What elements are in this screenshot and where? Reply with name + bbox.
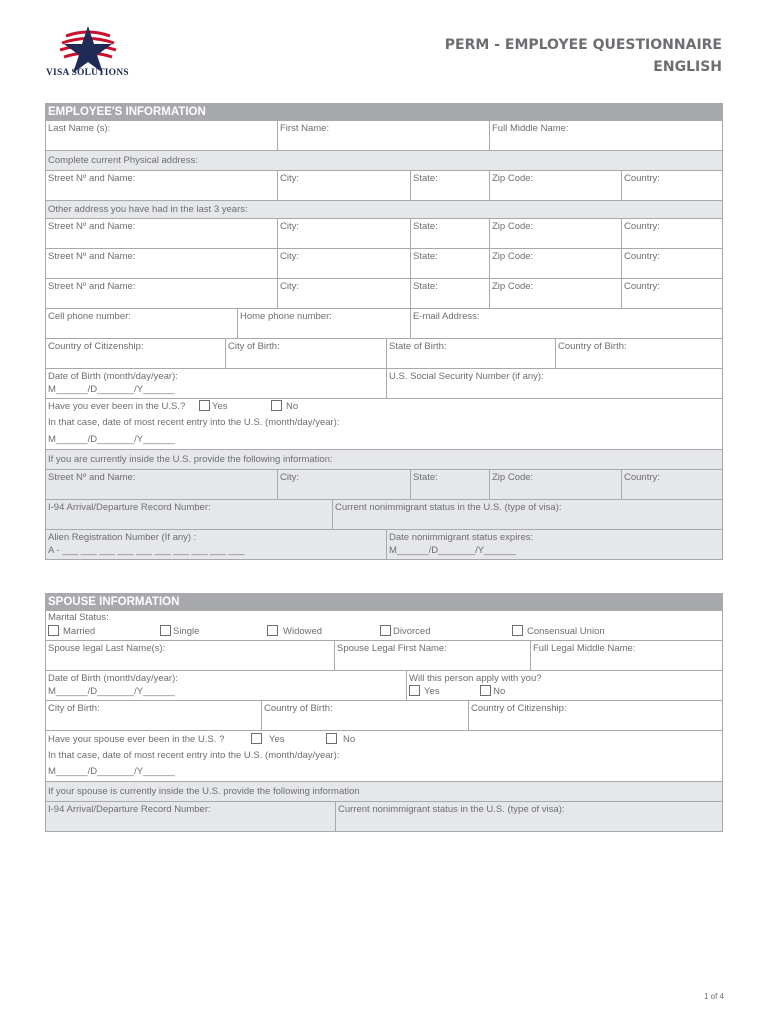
checkbox-icon[interactable] (512, 625, 523, 636)
country-field[interactable]: Country: (621, 470, 722, 499)
phone-row (45, 309, 723, 339)
checkbox-icon[interactable] (326, 733, 337, 744)
current-address-row (45, 171, 723, 201)
will-apply-yes-option[interactable] (409, 686, 440, 697)
country-field[interactable]: Country: (621, 219, 722, 248)
country-of-birth-field[interactable]: Country of Birth: (555, 339, 722, 368)
been-in-us-no-option[interactable] (271, 400, 298, 413)
entry-date-blank[interactable]: M______/D_______/Y______ (48, 434, 175, 445)
inside-us-label-row (45, 450, 723, 470)
divorced-option[interactable] (380, 625, 431, 638)
will-apply-options (409, 685, 720, 698)
alien-registration-label: Alien Registration Number (If any) : (48, 532, 197, 543)
email-field[interactable]: E-mail Address: (410, 309, 722, 338)
dob-ssn-row (45, 369, 723, 399)
other-address-label-row (45, 201, 723, 219)
checkbox-icon[interactable] (271, 400, 282, 411)
checkbox-icon[interactable] (267, 625, 278, 636)
logo-text: VISA SOLUTIONS (46, 68, 129, 78)
other-address-label: Other address you have had in the last 3 years: (48, 204, 248, 215)
spouse-nonimmigrant-status-field[interactable]: Current nonimmigrant status in the U.S. (type of visa): (335, 802, 722, 831)
checkbox-icon[interactable] (409, 685, 420, 696)
married-label: Married (63, 626, 96, 637)
first-name-field[interactable]: First Name: (277, 121, 489, 150)
zip-field[interactable]: Zip Code: (489, 219, 621, 248)
no-label: No (286, 401, 299, 412)
zip-field[interactable]: Zip Code: (489, 171, 621, 200)
alien-registration-field[interactable] (46, 530, 386, 559)
title-line-1: PERM - EMPLOYEE QUESTIONNAIRE (444, 37, 722, 53)
alien-row (45, 530, 723, 560)
state-field[interactable]: State: (410, 171, 489, 200)
will-apply-field (406, 671, 722, 700)
marital-status-row (45, 611, 723, 641)
been-in-us-question: Have you ever been in the U.S.? (48, 401, 186, 412)
yes-label: Yes (424, 686, 440, 697)
no-label: No (343, 734, 356, 745)
yes-label: Yes (269, 734, 285, 745)
checkbox-icon[interactable] (480, 685, 491, 696)
will-apply-no-option[interactable] (480, 686, 505, 697)
street-field[interactable]: Street Nº and Name: (48, 173, 136, 184)
status-expires-field[interactable] (386, 530, 722, 559)
consensual-union-label: Consensual Union (527, 626, 605, 637)
single-label: Single (173, 626, 200, 637)
home-phone-field[interactable]: Home phone number: (237, 309, 410, 338)
middle-name-field[interactable]: Full Middle Name: (489, 121, 722, 150)
spouse-dob-blank: M______/D_______/Y______ (48, 686, 175, 697)
entry-date-label: In that case, date of most recent entry into the U.S. (month/day/year): (48, 417, 340, 428)
spouse-inside-us-label-row (45, 782, 723, 802)
other-address-row-3 (45, 279, 723, 309)
spouse-dob-row (45, 671, 723, 701)
other-address-row-2 (45, 249, 723, 279)
employee-information-section (45, 103, 723, 560)
spouse-birth-row (45, 701, 723, 731)
state-field[interactable]: State: (410, 249, 489, 278)
title-line-2: ENGLISH (653, 59, 722, 75)
spouse-middle-name-field[interactable]: Full Legal Middle Name: (530, 641, 722, 670)
city-field[interactable]: City: (277, 279, 410, 308)
city-field[interactable]: City: (277, 171, 410, 200)
spouse-city-of-birth-field[interactable]: City of Birth: (48, 703, 100, 714)
spouse-name-row (45, 641, 723, 671)
spouse-entry-date-label: In that case, date of most recent entry into the U.S. (month/day/year): (48, 750, 340, 761)
married-option[interactable] (48, 625, 95, 638)
spouse-section-heading: SPOUSE INFORMATION (45, 593, 723, 611)
dob-label: Date of Birth (month/day/year): (48, 371, 178, 382)
will-apply-label: Will this person apply with you? (409, 673, 542, 684)
spouse-been-in-us-question: Have your spouse ever been in the U.S. ? (48, 734, 225, 745)
name-row (45, 121, 723, 151)
spouse-been-in-us-yes-option[interactable] (251, 733, 285, 746)
employee-section-heading: EMPLOYEE'S INFORMATION (45, 103, 723, 121)
checkbox-icon[interactable] (48, 625, 59, 636)
spouse-dob-label: Date of Birth (month/day/year): (48, 673, 178, 684)
spouse-i94-field[interactable]: I-94 Arrival/Departure Record Number: (48, 804, 211, 815)
document-title (445, 34, 722, 78)
current-address-label-row (45, 151, 723, 171)
alien-registration-blank: A - ___ ___ ___ ___ ___ ___ ___ ___ ___ ___ (48, 545, 245, 556)
zip-field[interactable]: Zip Code: (489, 279, 621, 308)
spouse-country-of-birth-field[interactable]: Country of Birth: (261, 701, 468, 730)
street-field[interactable]: Street Nº and Name: (48, 472, 136, 483)
zip-field[interactable]: Zip Code: (489, 249, 621, 278)
page-number: 1 of 4 (703, 992, 724, 1001)
i94-row (45, 500, 723, 530)
birth-row (45, 339, 723, 369)
widowed-label: Widowed (283, 626, 323, 637)
cell-phone-field[interactable]: Cell phone number: (48, 311, 131, 322)
us-entry-row (45, 399, 723, 450)
been-in-us-yes-option[interactable] (199, 400, 228, 413)
city-field[interactable]: City: (277, 219, 410, 248)
status-expires-label: Date nonimmigrant status expires: (389, 532, 534, 543)
country-field[interactable]: Country: (621, 171, 722, 200)
divorced-label: Divorced (393, 626, 431, 637)
spouse-entry-date-blank[interactable]: M______/D_______/Y______ (48, 766, 175, 777)
inside-us-address-row (45, 470, 723, 500)
marital-status-label: Marital Status: (48, 612, 109, 623)
street-field[interactable]: Street Nº and Name: (48, 221, 136, 232)
street-field[interactable]: Street Nº and Name: (48, 281, 136, 292)
spouse-first-name-field[interactable]: Spouse Legal First Name: (334, 641, 530, 670)
dob-field[interactable] (46, 369, 386, 398)
consensual-union-option[interactable] (512, 625, 605, 638)
inside-us-label: If you are currently inside the U.S. provide the following information: (48, 454, 333, 465)
last-name-field[interactable]: Last Name (s): (48, 123, 111, 134)
state-field[interactable]: State: (410, 470, 489, 499)
street-field[interactable]: Street Nº and Name: (48, 251, 136, 262)
status-expires-blank: M______/D_______/Y______ (389, 545, 516, 556)
spouse-been-in-us-no-option[interactable] (326, 733, 355, 746)
spouse-last-name-field[interactable]: Spouse legal Last Name(s): (48, 643, 166, 654)
city-field[interactable]: City: (277, 249, 410, 278)
country-field[interactable]: Country: (621, 249, 722, 278)
no-label: No (493, 686, 506, 697)
spouse-i94-row (45, 802, 723, 832)
city-of-birth-field[interactable]: City of Birth: (225, 339, 386, 368)
single-option[interactable] (160, 625, 199, 638)
checkbox-icon[interactable] (160, 625, 171, 636)
other-address-row-1 (45, 219, 723, 249)
i94-field[interactable]: I-94 Arrival/Departure Record Number: (48, 502, 211, 513)
spouse-citizenship-field[interactable]: Country of Citizenship: (468, 701, 722, 730)
spouse-inside-us-label: If your spouse is currently inside the U.S. provide the following information (48, 786, 360, 797)
checkbox-icon[interactable] (199, 400, 210, 411)
state-field[interactable]: State: (410, 279, 489, 308)
city-field[interactable]: City: (277, 470, 410, 499)
country-field[interactable]: Country: (621, 279, 722, 308)
state-field[interactable]: State: (410, 219, 489, 248)
dob-blank: M______/D_______/Y______ (48, 384, 175, 395)
citizenship-field[interactable]: Country of Citizenship: (48, 341, 144, 352)
state-of-birth-field[interactable]: State of Birth: (386, 339, 555, 368)
nonimmigrant-status-field[interactable]: Current nonimmigrant status in the U.S. (type of visa): (332, 500, 722, 529)
checkbox-icon[interactable] (380, 625, 391, 636)
zip-field[interactable]: Zip Code: (489, 470, 621, 499)
widowed-option[interactable] (267, 625, 322, 638)
spouse-dob-field[interactable] (46, 671, 406, 700)
spouse-us-entry-row (45, 731, 723, 782)
yes-label: Yes (212, 401, 228, 412)
ssn-field[interactable]: U.S. Social Security Number (if any): (386, 369, 722, 398)
current-address-label: Complete current Physical address: (48, 155, 198, 166)
checkbox-icon[interactable] (251, 733, 262, 744)
spouse-information-section (45, 593, 723, 832)
